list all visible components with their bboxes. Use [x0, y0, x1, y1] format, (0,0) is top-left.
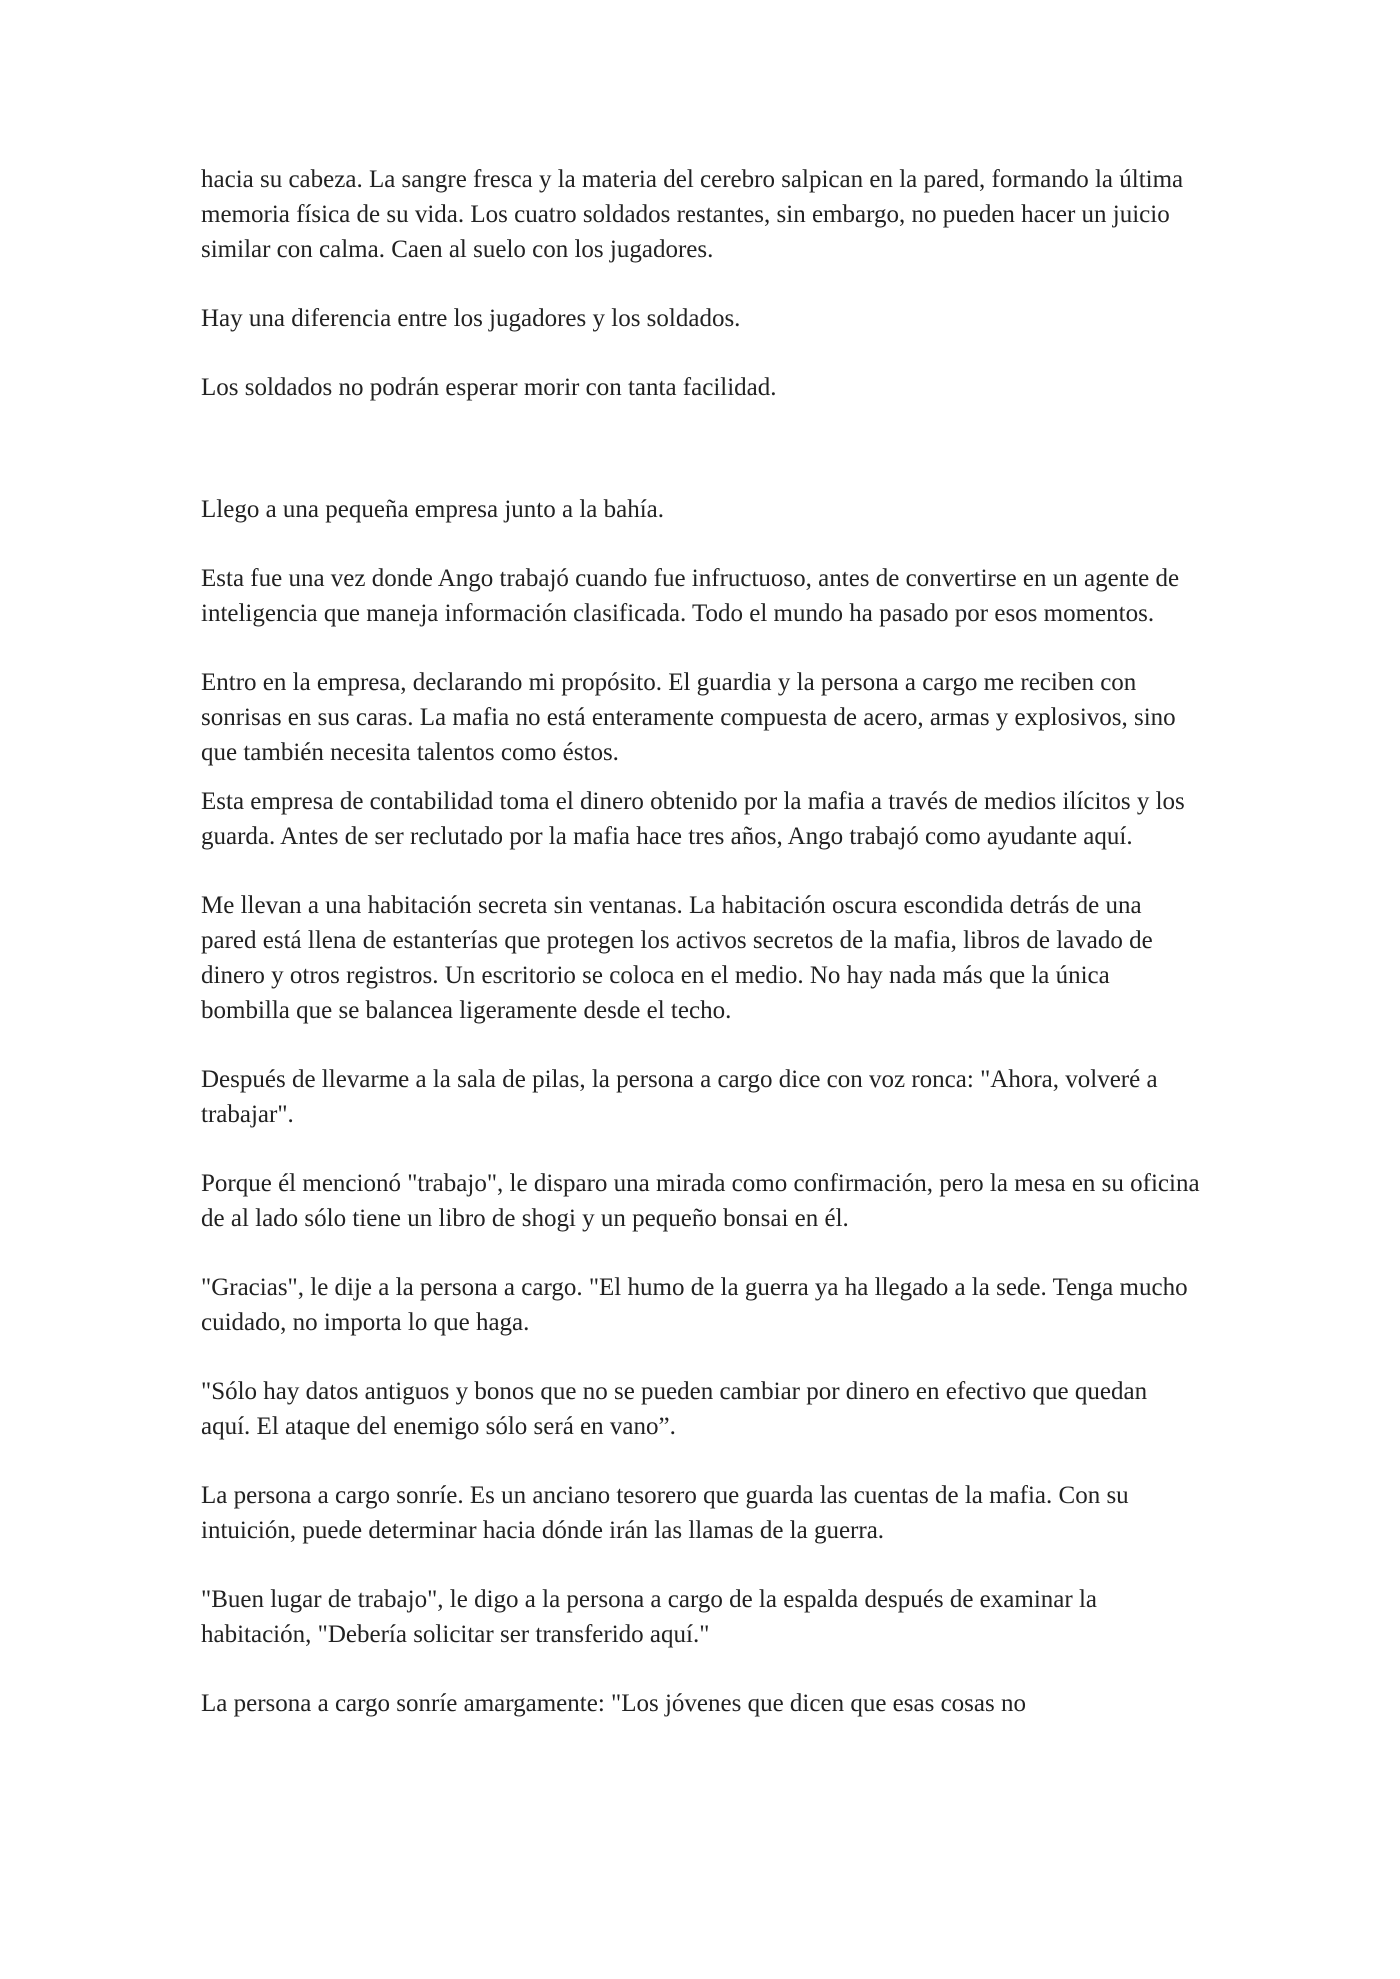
- paragraph-10: Porque él mencionó "trabajo", le disparo una mirada como confirmación, pero la mesa en su oficina de al lado sólo tiene un libro de shogi y un pequeño bonsai en él.: [201, 1170, 1200, 1232]
- paragraph-14: "Buen lugar de trabajo", le digo a la persona a cargo de la espalda después de examinar la habitación, "Debería solicitar ser transferido aquí.": [201, 1586, 1097, 1648]
- paragraph-12: "Sólo hay datos antiguos y bonos que no se pueden cambiar por dinero en efectivo que quedan aquí. El ataque del enemigo sólo será en vano”.: [201, 1378, 1148, 1440]
- paragraph-3: Los soldados no podrán esperar morir con tanta facilidad.: [201, 374, 777, 401]
- paragraph-15: La persona a cargo sonríe amargamente: "Los jóvenes que dicen que esas cosas no: [201, 1690, 1026, 1717]
- paragraph-9: Después de llevarme a la sala de pilas, la persona a cargo dice con voz ronca: "Ahora, volveré a trabajar".: [201, 1066, 1158, 1128]
- paragraph-1: hacia su cabeza. La sangre fresca y la materia del cerebro salpican en la pared, formando la última memoria física de su vida. Los cuatro soldados restantes, sin embargo, no pueden hacer un juicio similar con calma. Caen al suelo con los jugadores.: [201, 166, 1184, 263]
- paragraph-8: Me llevan a una habitación secreta sin ventanas. La habitación oscura escondida detrás de una pared está llena de estanterías que protegen los activos secretos de la mafia, libros de lavado de dinero y otros registros. Un escritorio se coloca en el medio. No hay nada más que la única bombilla que se balancea ligeramente desde el techo.: [201, 892, 1153, 1024]
- paragraph-7: Esta empresa de contabilidad toma el dinero obtenido por la mafia a través de medios ilícitos y los guarda. Antes de ser reclutado por la mafia hace tres años, Ango trabajó como ayudante aquí.: [201, 788, 1185, 850]
- paragraph-11: "Gracias", le dije a la persona a cargo. "El humo de la guerra ya ha llegado a la sede. Tenga mucho cuidado, no importa lo que haga.: [201, 1274, 1188, 1336]
- paragraph-13: La persona a cargo sonríe. Es un anciano tesorero que guarda las cuentas de la mafia. Con su intuición, puede determinar hacia dónde irán las llamas de la guerra.: [201, 1482, 1129, 1544]
- paragraph-5: Esta fue una vez donde Ango trabajó cuando fue infructuoso, antes de convertirse en un agente de inteligencia que maneja información clasificada. Todo el mundo ha pasado por esos momentos.: [201, 565, 1180, 627]
- paragraph-2: Hay una diferencia entre los jugadores y los soldados.: [201, 305, 741, 332]
- paragraph-4: Llego a una pequeña empresa junto a la bahía.: [201, 496, 665, 523]
- paragraph-6: Entro en la empresa, declarando mi propósito. El guardia y la persona a cargo me reciben con sonrisas en sus caras. La mafia no está enteramente compuesta de acero, armas y explosivos, sino que también necesita talentos como éstos.: [201, 669, 1176, 766]
